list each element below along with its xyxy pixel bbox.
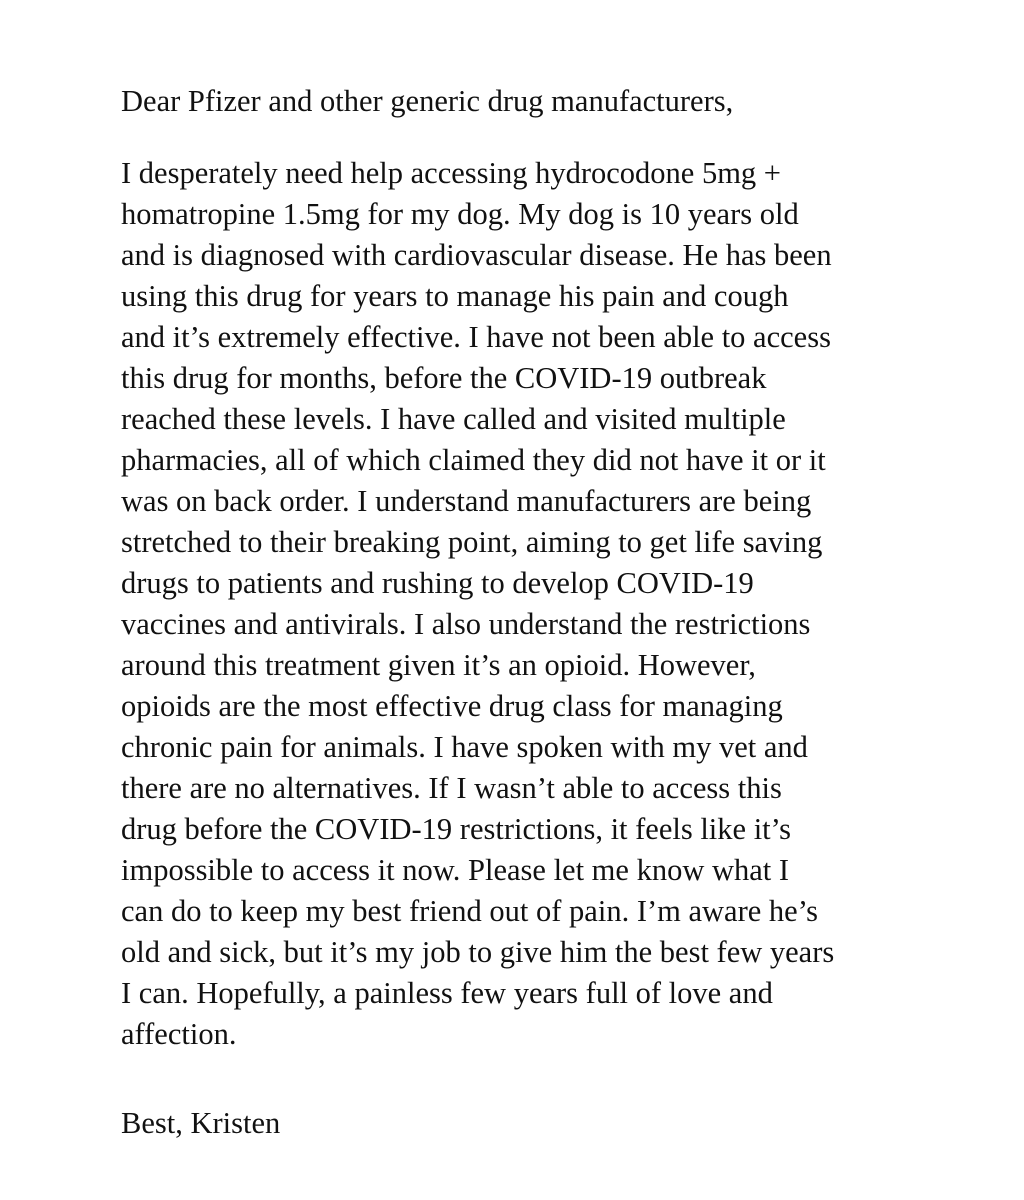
body-line: homatropine 1.5mg for my dog. My dog is 10 years old (121, 197, 799, 231)
body-line: pharmacies, all of which claimed they did not have it or it (121, 443, 826, 477)
body-line: reached these levels. I have called and visited multiple (121, 402, 786, 436)
body-line: I desperately need help accessing hydrocodone 5mg + (121, 156, 782, 190)
body-line: old and sick, but it’s my job to give him the best few years (121, 935, 835, 969)
body-line: can do to keep my best friend out of pain. I’m aware he’s (121, 894, 819, 928)
body-line: drug before the COVID-19 restrictions, it feels like it’s (121, 812, 791, 846)
body-line: I can. Hopefully, a painless few years full of love and (121, 976, 773, 1010)
body-line: using this drug for years to manage his pain and cough (121, 279, 789, 313)
body-line: opioids are the most effective drug class for managing (121, 689, 783, 723)
body-line: there are no alternatives. If I wasn’t able to access this (121, 771, 782, 805)
salutation: Dear Pfizer and other generic drug manufacturers, (121, 84, 734, 118)
body-line: drugs to patients and rushing to develop COVID-19 (121, 566, 754, 600)
closing-signature: Best, Kristen (121, 1106, 281, 1140)
body-line: this drug for months, before the COVID-19 outbreak (121, 361, 767, 395)
body-line: vaccines and antivirals. I also understand the restrictions (121, 607, 811, 641)
body-line: affection. (121, 1017, 237, 1051)
body-line: was on back order. I understand manufacturers are being (121, 484, 812, 518)
body-line: chronic pain for animals. I have spoken with my vet and (121, 730, 808, 764)
body-line: and it’s extremely effective. I have not been able to access (121, 320, 831, 354)
body-line: stretched to their breaking point, aiming to get life saving (121, 525, 823, 559)
body-line: impossible to access it now. Please let me know what I (121, 853, 790, 887)
body-line: around this treatment given it’s an opioid. However, (121, 648, 756, 682)
body-line: and is diagnosed with cardiovascular disease. He has been (121, 238, 832, 272)
